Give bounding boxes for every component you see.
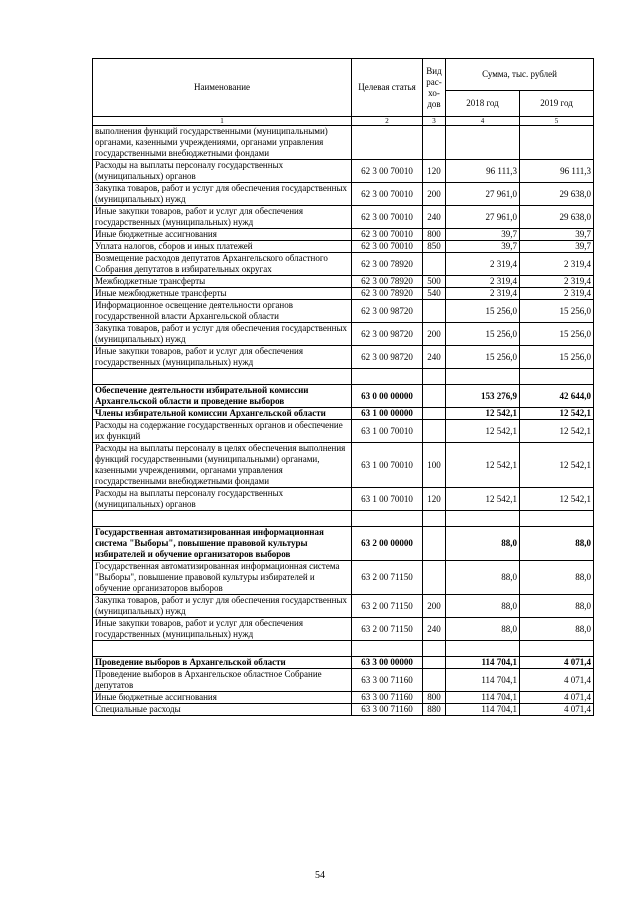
- table-row: [93, 323, 594, 346]
- header-code: Целевая статья: [352, 59, 423, 117]
- row-code: 62 3 00 98720: [352, 300, 423, 323]
- table-body: [93, 126, 594, 716]
- spacer-cell: [446, 641, 520, 657]
- row-vid: 200: [423, 323, 446, 346]
- table-row: [93, 183, 594, 206]
- spacer-row: [93, 369, 594, 385]
- row-code: 63 3 00 71160: [352, 704, 423, 716]
- row-code: 62 3 00 70010: [352, 160, 423, 183]
- row-amount-2018: 88,0: [446, 618, 520, 641]
- row-amount-2019: 2 319,4: [520, 253, 594, 276]
- row-name: Закупка товаров, работ и услуг для обеспечения государственных (муниципальных) нужд: [93, 183, 352, 206]
- row-amount-2018: 2 319,4: [446, 276, 520, 288]
- row-vid: 120: [423, 488, 446, 511]
- row-amount-2018: 12 542,1: [446, 488, 520, 511]
- row-amount-2019: 2 319,4: [520, 288, 594, 300]
- row-amount-2019: 88,0: [520, 618, 594, 641]
- table-row: [93, 527, 594, 561]
- row-amount-2018: 12 542,1: [446, 443, 520, 488]
- budget-table: [92, 58, 594, 716]
- row-name: Расходы на выплаты персоналу в целях обеспечения выполнения функций государственными (муниципальными) органами, казенными учреждениями, органами управления государственными внебюджетными фондами: [93, 443, 352, 488]
- row-amount-2018: 153 276,9: [446, 385, 520, 408]
- table-row: [93, 253, 594, 276]
- row-vid: [423, 527, 446, 561]
- page-number: 54: [315, 870, 325, 881]
- table-row: [93, 241, 594, 253]
- row-amount-2019: 12 542,1: [520, 420, 594, 443]
- row-amount-2018: 114 704,1: [446, 704, 520, 716]
- row-amount-2019: 4 071,4: [520, 704, 594, 716]
- row-vid: [423, 657, 446, 669]
- row-vid: 120: [423, 160, 446, 183]
- row-vid: [423, 300, 446, 323]
- table-row: [93, 618, 594, 641]
- row-amount-2019: 12 542,1: [520, 488, 594, 511]
- header-vid: Вид рас-хо-дов: [423, 59, 446, 117]
- spacer-cell: [423, 641, 446, 657]
- row-amount-2018: 12 542,1: [446, 408, 520, 420]
- row-amount-2019: 15 256,0: [520, 300, 594, 323]
- row-amount-2018: 114 704,1: [446, 669, 520, 692]
- row-name: Проведение выборов в Архангельской области: [93, 657, 352, 669]
- row-name: Государственная автоматизированная информационная система "Выборы", повышение правовой культуры избирателей и обучение организаторов выборов: [93, 527, 352, 561]
- row-amount-2019: 88,0: [520, 527, 594, 561]
- row-name: Иные закупки товаров, работ и услуг для обеспечения государственных (муниципальных) нужд: [93, 618, 352, 641]
- row-vid: 240: [423, 618, 446, 641]
- header-name: Наименование: [93, 59, 352, 117]
- row-amount-2018: 39,7: [446, 229, 520, 241]
- spacer-cell: [352, 369, 423, 385]
- table-row: [93, 276, 594, 288]
- row-amount-2018: 88,0: [446, 527, 520, 561]
- row-name: Расходы на содержание государственных органов и обеспечение их функций: [93, 420, 352, 443]
- spacer-cell: [423, 369, 446, 385]
- spacer-row: [93, 511, 594, 527]
- row-name: Специальные расходы: [93, 704, 352, 716]
- row-name: Члены избирательной комиссии Архангельской области: [93, 408, 352, 420]
- row-name: Государственная автоматизированная информационная система "Выборы", повышение правовой культуры избирателей и обучение организаторов выборов: [93, 561, 352, 595]
- row-amount-2019: 4 071,4: [520, 692, 594, 704]
- row-vid: [423, 408, 446, 420]
- row-code: 63 2 00 00000: [352, 527, 423, 561]
- row-amount-2018: 88,0: [446, 595, 520, 618]
- row-code: 63 3 00 71160: [352, 692, 423, 704]
- row-name: выполнения функций государственными (муниципальными) органами, казенными учреждениями, органами управления государственными внебюджетными фондами: [93, 126, 352, 160]
- row-vid: [423, 420, 446, 443]
- row-code: 63 1 00 70010: [352, 443, 423, 488]
- spacer-cell: [520, 641, 594, 657]
- table-row: [93, 420, 594, 443]
- col-number: 3: [423, 117, 446, 126]
- row-code: 62 3 00 70010: [352, 206, 423, 229]
- spacer-row: [93, 641, 594, 657]
- row-amount-2019: 96 111,3: [520, 160, 594, 183]
- header-amount: Сумма, тыс. рублей: [446, 59, 594, 91]
- row-amount-2019: 42 644,0: [520, 385, 594, 408]
- header-year-2019: 2019 год: [520, 91, 594, 117]
- row-amount-2019: 12 542,1: [520, 443, 594, 488]
- row-amount-2019: 88,0: [520, 595, 594, 618]
- document-page: [92, 58, 593, 716]
- row-amount-2018: 27 961,0: [446, 206, 520, 229]
- spacer-cell: [520, 511, 594, 527]
- row-code: 63 2 00 71150: [352, 618, 423, 641]
- row-code: 62 3 00 78920: [352, 276, 423, 288]
- row-code: 63 2 00 71150: [352, 561, 423, 595]
- row-amount-2019: 39,7: [520, 229, 594, 241]
- row-vid: [423, 669, 446, 692]
- row-name: Обеспечение деятельности избирательной комиссии Архангельской области и проведение выборов: [93, 385, 352, 408]
- row-amount-2018: 96 111,3: [446, 160, 520, 183]
- row-vid: 240: [423, 346, 446, 369]
- row-vid: [423, 561, 446, 595]
- row-code: 63 0 00 00000: [352, 385, 423, 408]
- row-vid: 200: [423, 595, 446, 618]
- table-row: [93, 488, 594, 511]
- table-row: [93, 669, 594, 692]
- row-amount-2018: 15 256,0: [446, 323, 520, 346]
- row-vid: 800: [423, 692, 446, 704]
- row-vid: [423, 385, 446, 408]
- table-row: [93, 346, 594, 369]
- row-name: Иные бюджетные ассигнования: [93, 229, 352, 241]
- row-amount-2019: 29 638,0: [520, 206, 594, 229]
- row-name: Иные закупки товаров, работ и услуг для обеспечения государственных (муниципальных) нужд: [93, 346, 352, 369]
- row-name: Расходы на выплаты персоналу государственных (муниципальных) органов: [93, 488, 352, 511]
- row-amount-2019: 15 256,0: [520, 346, 594, 369]
- table-row: [93, 229, 594, 241]
- row-amount-2019: 4 071,4: [520, 669, 594, 692]
- row-amount-2018: [446, 126, 520, 160]
- row-code: [352, 126, 423, 160]
- row-name: Межбюджетные трансферты: [93, 276, 352, 288]
- row-amount-2018: 88,0: [446, 561, 520, 595]
- spacer-cell: [446, 511, 520, 527]
- row-name: Возмещение расходов депутатов Архангельского областного Собрания депутатов в избирательных округах: [93, 253, 352, 276]
- table-row: [93, 126, 594, 160]
- row-name: Уплата налогов, сборов и иных платежей: [93, 241, 352, 253]
- table-row: [93, 595, 594, 618]
- row-code: 63 1 00 70010: [352, 488, 423, 511]
- table-row: [93, 704, 594, 716]
- col-number: 2: [352, 117, 423, 126]
- table-row: [93, 385, 594, 408]
- row-amount-2018: 114 704,1: [446, 657, 520, 669]
- row-name: Информационное освещение деятельности органов государственной власти Архангельской области: [93, 300, 352, 323]
- row-amount-2018: 15 256,0: [446, 346, 520, 369]
- row-amount-2019: [520, 126, 594, 160]
- row-amount-2019: 4 071,4: [520, 657, 594, 669]
- row-vid: [423, 253, 446, 276]
- row-amount-2018: 114 704,1: [446, 692, 520, 704]
- row-name: Иные бюджетные ассигнования: [93, 692, 352, 704]
- row-vid: 240: [423, 206, 446, 229]
- row-amount-2018: 12 542,1: [446, 420, 520, 443]
- col-number: 4: [446, 117, 520, 126]
- table-row: [93, 408, 594, 420]
- row-amount-2019: 12 542,1: [520, 408, 594, 420]
- row-code: 62 3 00 70010: [352, 183, 423, 206]
- table-row: [93, 300, 594, 323]
- spacer-cell: [520, 369, 594, 385]
- spacer-cell: [93, 641, 352, 657]
- row-code: 63 3 00 71160: [352, 669, 423, 692]
- row-vid: 850: [423, 241, 446, 253]
- row-code: 62 3 00 98720: [352, 346, 423, 369]
- row-code: 63 1 00 00000: [352, 408, 423, 420]
- row-name: Проведение выборов в Архангельское областное Собрание депутатов: [93, 669, 352, 692]
- table-row: [93, 692, 594, 704]
- spacer-cell: [352, 511, 423, 527]
- row-code: 63 1 00 70010: [352, 420, 423, 443]
- row-amount-2019: 88,0: [520, 561, 594, 595]
- col-number: 5: [520, 117, 594, 126]
- row-vid: 540: [423, 288, 446, 300]
- table-row: [93, 657, 594, 669]
- row-name: Закупка товаров, работ и услуг для обеспечения государственных (муниципальных) нужд: [93, 323, 352, 346]
- row-code: 62 3 00 98720: [352, 323, 423, 346]
- row-vid: [423, 126, 446, 160]
- row-name: Иные межбюджетные трансферты: [93, 288, 352, 300]
- row-code: 62 3 00 78920: [352, 253, 423, 276]
- row-amount-2019: 29 638,0: [520, 183, 594, 206]
- row-amount-2019: 2 319,4: [520, 276, 594, 288]
- table-row: [93, 288, 594, 300]
- table-row: [93, 206, 594, 229]
- row-name: Расходы на выплаты персоналу государственных (муниципальных) органов: [93, 160, 352, 183]
- row-code: 63 3 00 00000: [352, 657, 423, 669]
- spacer-cell: [423, 511, 446, 527]
- table-row: [93, 561, 594, 595]
- row-code: 62 3 00 70010: [352, 241, 423, 253]
- row-code: 62 3 00 70010: [352, 229, 423, 241]
- row-amount-2018: 2 319,4: [446, 253, 520, 276]
- row-name: Закупка товаров, работ и услуг для обеспечения государственных (муниципальных) нужд: [93, 595, 352, 618]
- row-vid: 200: [423, 183, 446, 206]
- spacer-cell: [352, 641, 423, 657]
- row-vid: 100: [423, 443, 446, 488]
- spacer-cell: [446, 369, 520, 385]
- row-vid: 500: [423, 276, 446, 288]
- row-code: 63 2 00 71150: [352, 595, 423, 618]
- row-amount-2018: 2 319,4: [446, 288, 520, 300]
- table-row: [93, 160, 594, 183]
- table-row: [93, 443, 594, 488]
- row-amount-2018: 15 256,0: [446, 300, 520, 323]
- spacer-cell: [93, 511, 352, 527]
- spacer-cell: [93, 369, 352, 385]
- row-vid: 880: [423, 704, 446, 716]
- row-amount-2019: 39,7: [520, 241, 594, 253]
- row-amount-2019: 15 256,0: [520, 323, 594, 346]
- row-name: Иные закупки товаров, работ и услуг для обеспечения государственных (муниципальных) нужд: [93, 206, 352, 229]
- header-year-2018: 2018 год: [446, 91, 520, 117]
- row-amount-2018: 39,7: [446, 241, 520, 253]
- row-code: 62 3 00 78920: [352, 288, 423, 300]
- row-amount-2018: 27 961,0: [446, 183, 520, 206]
- row-vid: 800: [423, 229, 446, 241]
- col-number: 1: [93, 117, 352, 126]
